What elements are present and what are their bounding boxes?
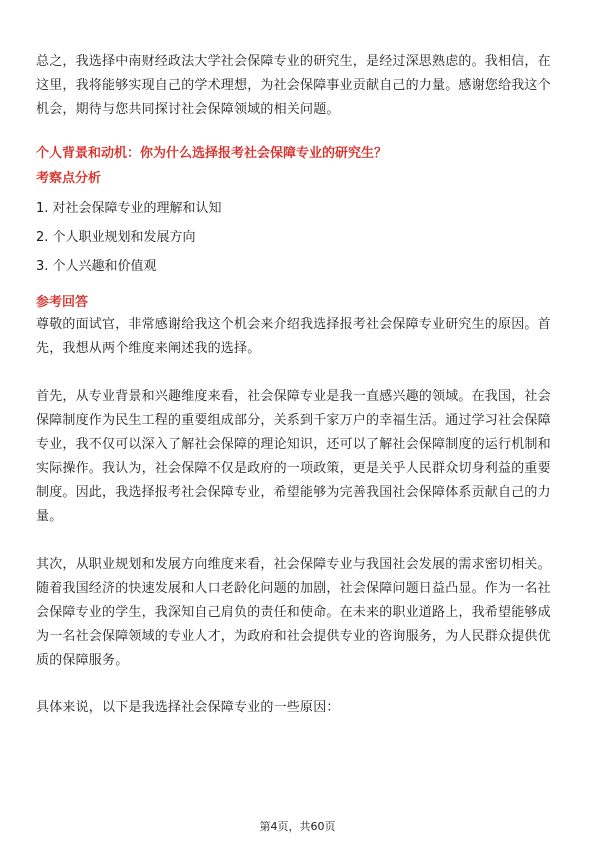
analysis-points-list — [36, 194, 559, 281]
answer-paragraph: 具体来说，以下是我选择社会保障专业的一些原因： — [36, 700, 340, 715]
answer-paragraph: 尊敬的面试官，非常感谢给我这个机会来介绍我选择报考社会保障专业研究生的原因。首先，我想从两个维度来阐述我的选择。 — [36, 317, 551, 356]
analysis-point: 3. 个人兴趣和价值观 — [36, 259, 157, 274]
analysis-point: 2. 个人职业规划和发展方向 — [36, 230, 196, 245]
analysis-point: 1. 对社会保障专业的理解和认知 — [36, 201, 222, 216]
intro-paragraph: 总之，我选择中南财经政法大学社会保障专业的研究生，是经过深思熟虑的。我相信，在这里，我将能够实现自己的学术理想，为社会保障事业贡献自己的力量。感谢您给我这个机会，期待与您共同探讨社会保障领域的相关问题。 — [36, 54, 551, 117]
document-page — [36, 50, 559, 720]
analysis-heading: 考察点分析 — [36, 171, 102, 186]
reference-heading: 参考回答 — [36, 295, 89, 310]
page-number-footer: 第4页，共60页 — [259, 820, 336, 833]
answer-paragraph: 首先，从专业背景和兴趣维度来看，社会保障专业是我一直感兴趣的领域。在我国，社会保障制度作为民生工程的重要组成部分，关系到千家万户的幸福生活。通过学习社会保障专业，我不仅可以深入了解社会保障的理论知识，还可以了解社会保障制度的运行机制和实际操作。我认为，社会保障不仅是政府的一项政策，更是关乎人民群众切身利益的重要制度。因此，我选择报考社会保障专业，希望能够为完善我国社会保障体系贡献自己的力量。 — [36, 389, 551, 524]
answer-paragraph: 其次，从职业规划和发展方向维度来看，社会保障专业与我国社会发展的需求密切相关。随着我国经济的快速发展和人口老龄化问题的加剧，社会保障问题日益凸显。作为一名社会保障专业的学生，我深知自己肩负的责任和使命。在未来的职业道路上，我希望能够成为一名社会保障领域的专业人才，为政府和社会提供专业的咨询服务，为人民群众提供优质的保障服务。 — [36, 557, 551, 668]
question-heading: 个人背景和动机：你为什么选择报考社会保障专业的研究生？ — [36, 146, 388, 161]
